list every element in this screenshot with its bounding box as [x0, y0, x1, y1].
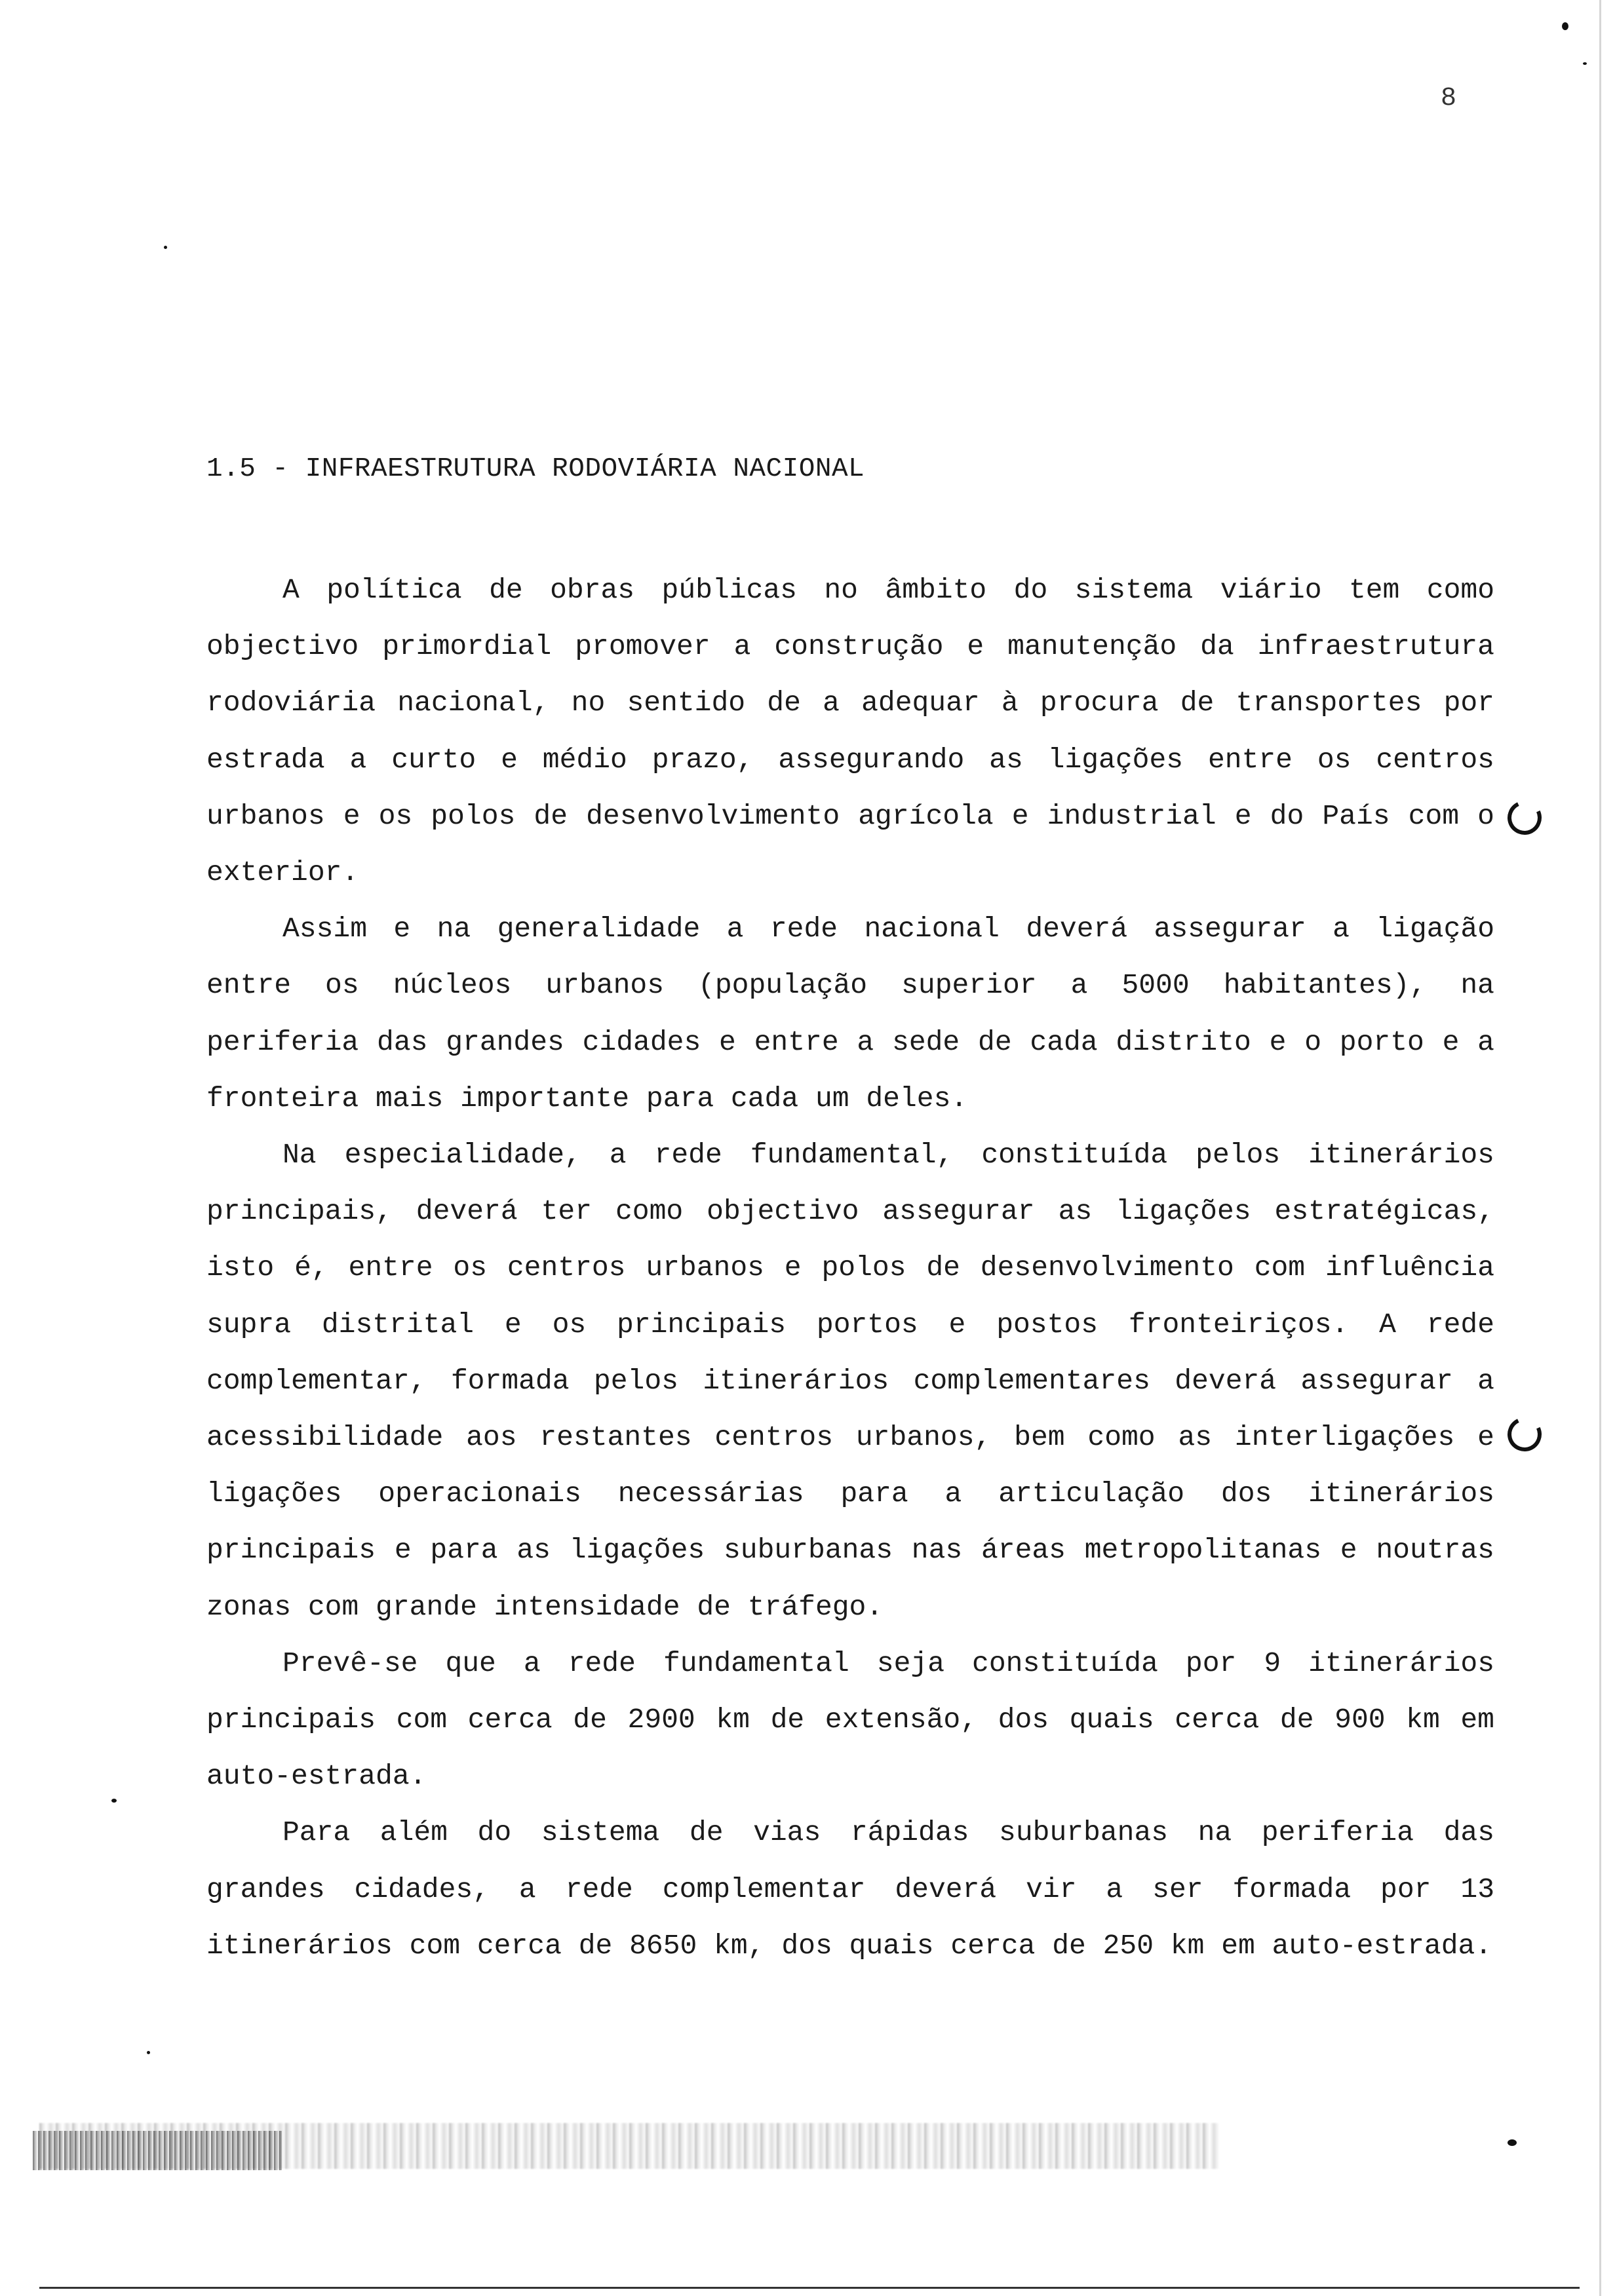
scan-edge-line — [1599, 0, 1601, 2296]
scan-noise-band — [33, 2131, 282, 2170]
binder-hole-mark — [1503, 1413, 1547, 1457]
scan-speck — [1562, 22, 1568, 30]
paragraph-5: Para além do sistema de vias rápidas suburbanas na periferia das grandes cidades, a rede complementar deverá vir a ser formada por 13 itinerários com cerca de 8650 km, dos quais cerca de 250 km em auto-estrada. — [206, 1816, 1494, 1962]
section-heading: 1.5 - INFRAESTRUTURA RODOVIÁRIA NACIONAL — [206, 454, 865, 484]
binder-hole-mark — [1503, 796, 1547, 840]
paragraph-4: Prevê-se que a rede fundamental seja constituída por 9 itinerários principais com cerca de 2900 km de extensão, dos quais cerca de 900 km em auto-estrada. — [206, 1647, 1494, 1793]
scan-speck — [147, 2051, 150, 2054]
page-number: 8 — [1441, 84, 1457, 113]
scan-speck — [111, 1799, 117, 1803]
scan-speck — [164, 246, 167, 249]
paragraph-2: Assim e na generalidade a rede nacional deverá assegurar a ligação entre os núcleos urbanos (população superior a 5000 habitantes), na periferia das grandes cidades e entre a sede de cada distrito e o porto e a fronteira mais importante para cada um deles. — [206, 913, 1494, 1115]
body-text — [206, 562, 1494, 1974]
paragraph-1: A política de obras públicas no âmbito do sistema viário tem como objectivo primordial promover a construção e manutenção da infraestrutura rodoviária nacional, no sentido de a adequar à procura de transportes por estrada a curto e médio prazo, assegurando as ligações entre os centros urbanos e os polos de desenvolvimento agrícola e industrial e do País com o exterior. — [206, 574, 1494, 889]
scan-speck — [1583, 62, 1587, 65]
bottom-edge-line — [39, 2287, 1580, 2289]
paragraph-3: Na especialidade, a rede fundamental, constituída pelos itinerários principais, deverá ter como objectivo assegurar as ligações estratégicas, isto é, entre os centros urbanos e polos de desenvolvimento com influência supra distrital e os principais portos e postos fronteiriços. A rede complementar, formada pelos itinerários complementares deverá assegurar a acessibilidade aos restantes centros urbanos, bem como as interligações e ligações operacionais necessárias para a articulação dos itinerários principais e para as ligações suburbanas nas áreas metropolitanas e noutras zonas com grande intensidade de tráfego. — [206, 1139, 1494, 1623]
scan-speck — [1508, 2139, 1517, 2146]
